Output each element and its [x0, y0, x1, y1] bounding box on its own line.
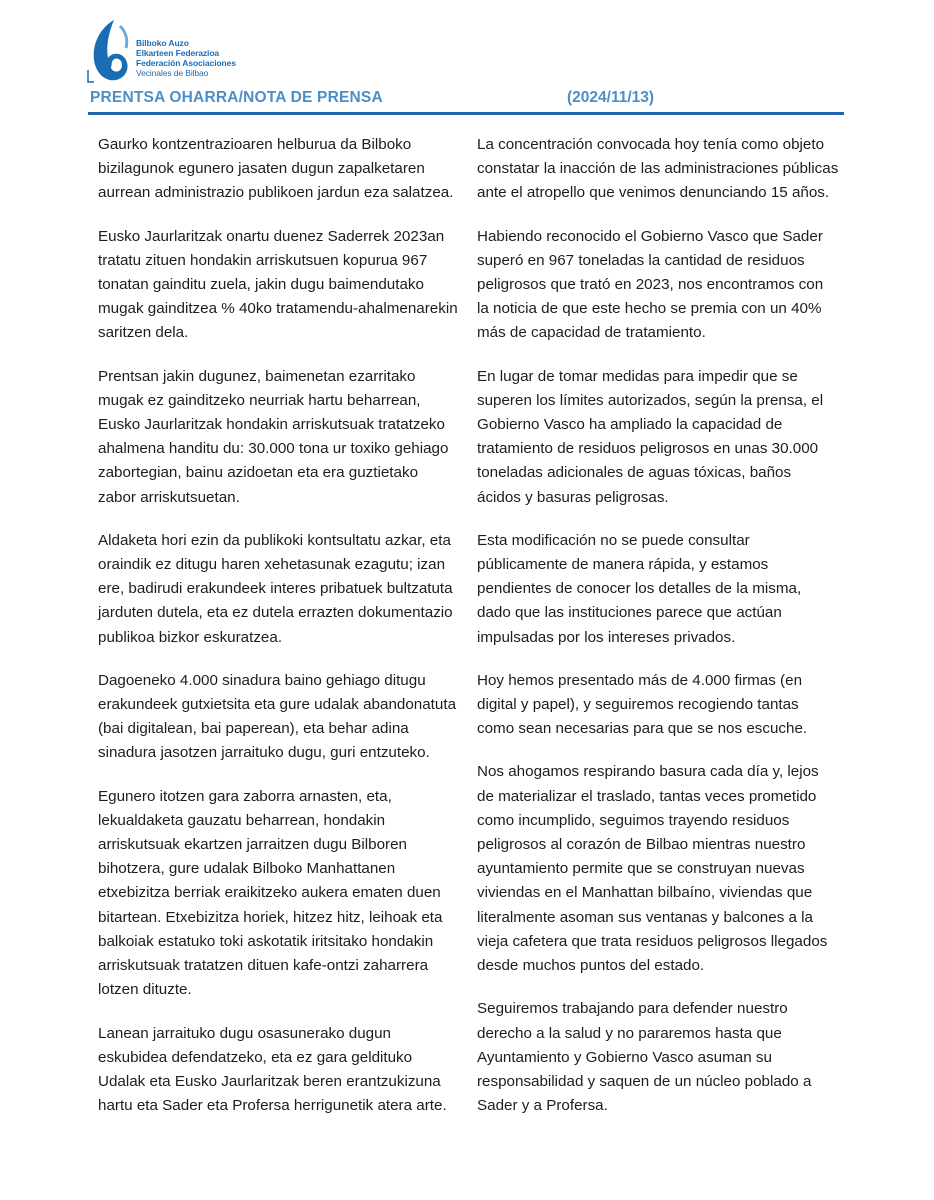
press-release-title: PRENTSA OHARRA/NOTA DE PRENSA — [90, 89, 383, 106]
federation-logo — [86, 18, 266, 84]
paragraph: Gaurko kontzentrazioaren helburua da Bilboko bizilagunok egunero jasaten dugun zapalketaren aurrean administrazio publikoen jardun eza salatzea. — [98, 136, 454, 202]
federation-logo-text — [136, 38, 236, 78]
logo-line: Federación Asociaciones — [136, 58, 236, 68]
paragraph: Seguiremos trabajando para defender nuestro derecho a la salud y no pararemos hasta que Ayuntamiento y Gobierno Vasco asuman su responsabilidad y saquen de un núcleo poblado a Sader y a Profersa. — [477, 1000, 812, 1115]
paragraph: Lanean jarraituko dugu osasunerako dugun eskubidea defendatzeko, eta ez gara gelditukо Udalak eta Eusko Jaurlaritzak beren erantzukizuna hartu eta Sader eta Profersa herrigunetik atera arte. — [98, 1024, 447, 1115]
header-divider — [88, 112, 844, 115]
press-release-date: (2024/11/13) — [567, 89, 655, 106]
logo-line: Elkarteen Federazioa — [136, 48, 220, 58]
paragraph: Habiendo reconocido el Gobierno Vasco que Sader superó en 967 toneladas la cantidad de residuos peligrosos que trató en 2023, nos encontramos con la noticia de que este hecho se premia con un 40% más de capacidad de tratamiento. — [477, 227, 824, 342]
logo-line: Vecinales de Bilbao — [136, 68, 209, 78]
paragraph: Prentsan jakin dugunez, baimenetan ezarritako mugak ez gainditzeko neurriak hartu beharrean, Eusko Jaurlaritzak hondakin arriskutsuak tratatzeko ahalmena handitu du: 30.000 tona ur toxiko gehiago zabortegian, bainu azidoetan eta era guztietako zabor arriskutsuetan. — [98, 367, 449, 506]
basque-text-column — [98, 133, 460, 1137]
logo-line: Bilboko Auzo — [136, 38, 189, 48]
spanish-text-column — [477, 133, 839, 1137]
paragraph: Dagoeneko 4.000 sinadura baino gehiago ditugu erakundeek gutxietsita eta gure udalak abandonatuta (bai digitalean, bai paperean), eta behar adina sinadura jasotzen jarraituko dugu, guri entzuteko. — [98, 671, 457, 762]
paragraph: Aldaketa hori ezin da publikoki kontsultatu azkar, eta oraindik ez ditugu haren xehetasunak ezagutu; izan ere, badirudi erakundeek interes pribatuek bultzatuta jarduten dutela, eta ez dutela errazten dokumentazio publikoa bizkor eskuratzea. — [98, 531, 453, 646]
paragraph: Hoy hemos presentado más de 4.000 firmas (en digital y papel), y seguiremos recogiendo tantas como sean necesarias para que se nos escuche. — [477, 671, 808, 738]
paragraph: Eusko Jaurlaritzak onartu duenez Saderrek 2023an tratatu zituen hondakin arriskutsuen kopurua 967 tonatan gainditu zuela, jakin dugu baimendutako mugak gainditzea % 40ko tratamendu-ahalmenarekin saritzen dela. — [98, 227, 458, 342]
paragraph: En lugar de tomar medidas para impedir que se superen los límites autorizados, según la prensa, el Gobierno Vasco ha ampliado la capacidad de tratamiento de residuos peligrosos en unas 30.000 toneladas adicionales de aguas tóxicas, baños ácidos y basuras peligrosas. — [477, 367, 824, 506]
paragraph: Nos ahogamos respirando basura cada día y, lejos de materializar el traslado, tantas veces prometido como incumplido, seguimos trayendo residuos peligrosos al corazón de Bilbao mientras nuestro ayuntamiento permite que se construyan nuevas viviendas en el Manhattan bilbaíno, viviendas que literalmente asoman sus ventanas y balcones a la vieja cafetera que trata residuos peligrosos llegados desde muchos puntos del estado. — [477, 763, 828, 975]
paragraph: Egunero itotzen gara zaborra arnasten, eta, lekualdaketa gauzatu beharrean, hondakin arriskutsuak ekartzen jarraitzen dugu Bilboren bihotzera, gure udalak Bilboko Manhattanen etxebizitza berriak eraikitzeko aukera ematen duen bitartean. Etxebizitza horiek, hitzez hitz, leihoak eta balkoiak estatuko toki askotatik iritsitako hondakin arriskutsuak tratatzen dituen kafe-ontzi zaharrera lotzen dituzte. — [98, 787, 443, 999]
federation-logo-icon — [86, 18, 136, 84]
paragraph: La concentración convocada hoy tenía como objeto constatar la inacción de las administraciones públicas ante el atropello que venimos denunciando 15 años. — [477, 136, 839, 202]
paragraph: Esta modificación no se puede consultar públicamente de manera rápida, y estamos pendientes de conocer los detalles de la misma, dado que las instituciones parece que actúan impulsadas por los intereses privados. — [477, 531, 802, 646]
